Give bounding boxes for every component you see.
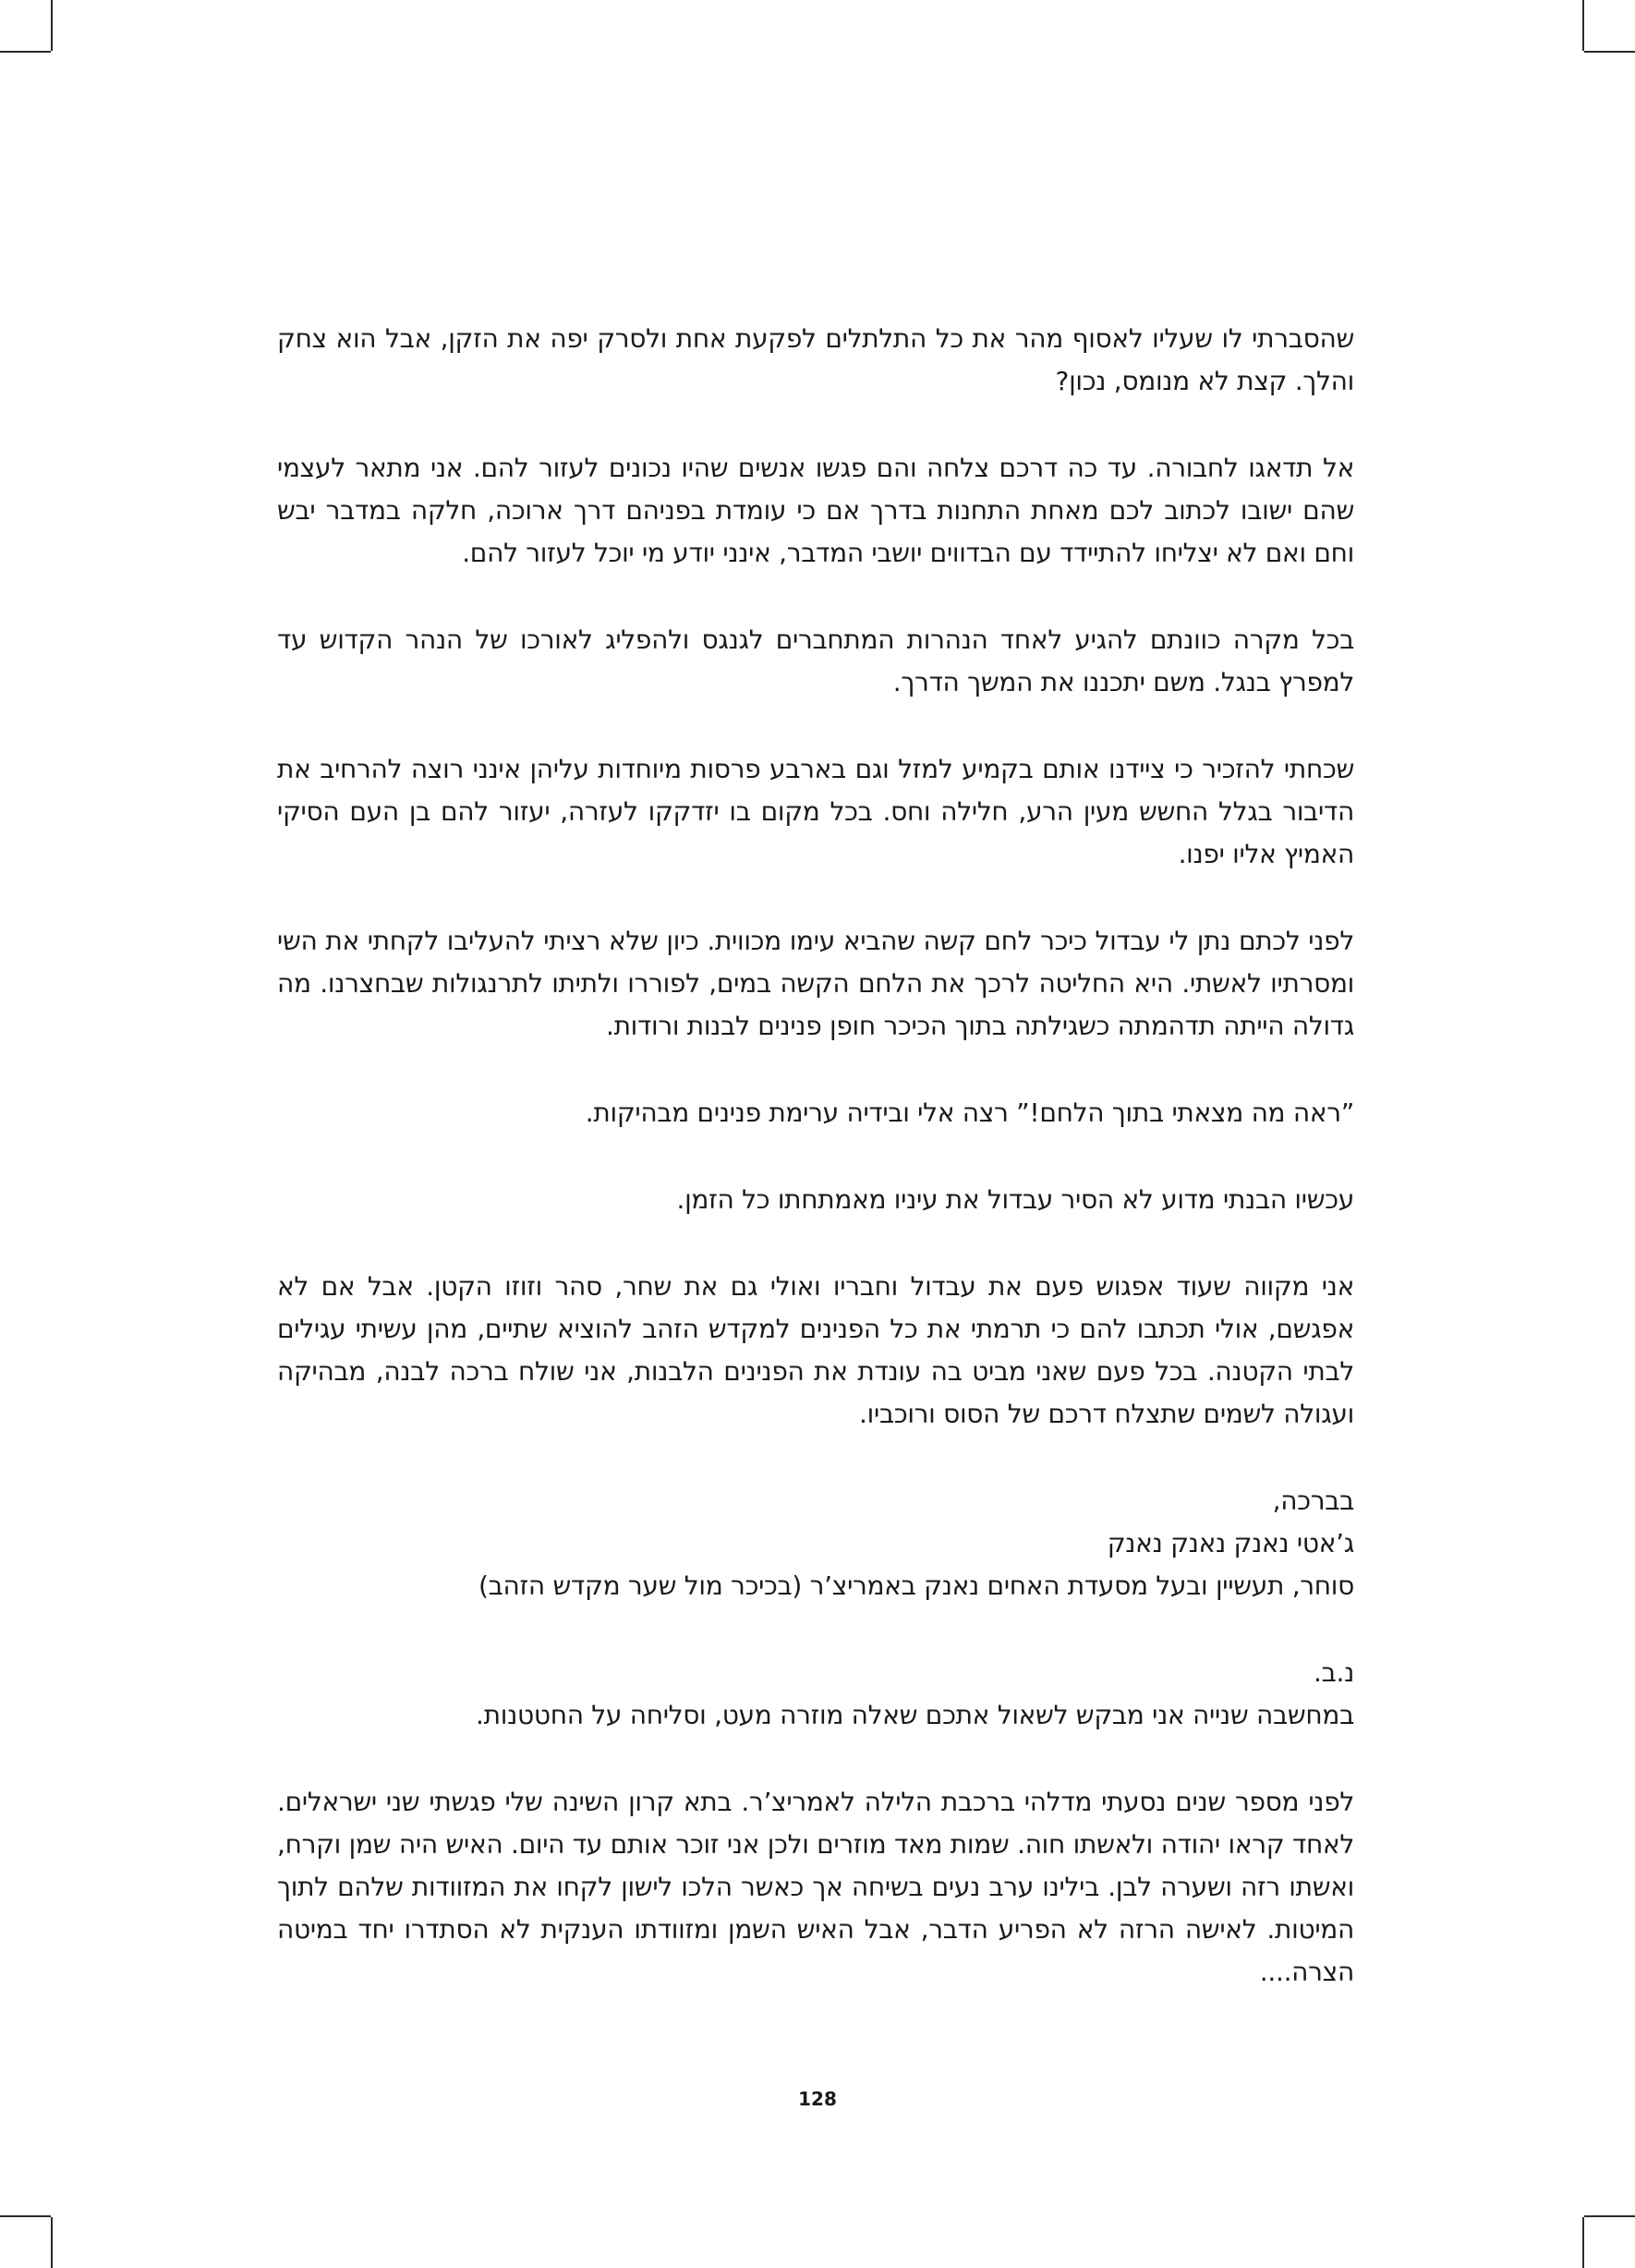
paragraph-bread-pearls: לפני לכתם נתן לי עבדול כיכר לחם קשה שהביא עימו מכווית. כיון שלא רציתי להעליבו לקחתי את השי ומסרתיו לאשתי. היא החליטה לרכך את הלחם הקשה במים, לפוררו ולתיתו לתרנגולות שבחצרנו. מה גדולה הייתה תדהמתה כשגילתה בתוך הכיכר חופן פנינים לבנות ורודות. bbox=[277, 926, 1354, 1041]
crop-mark-top-right-horizontal bbox=[1584, 51, 1635, 53]
paragraph-understanding: עכשיו הבנתי מדוע לא הסיר עבדול את עיניו מאמתחתו כל הזמן. bbox=[676, 1184, 1354, 1215]
postscript-label: נ.ב. bbox=[1314, 1657, 1354, 1688]
paragraph-group-journey: אל תדאגו לחבורה. עד כה דרכם צלחה והם פגשו אנשים שהיו נכונים לעזור להם. אני מתאר לעצמי שהם ישובו לכתוב לכם מאחת התחנות בדרך אם כי עומדת בפניהם דרך ארוכה, חלקה במדבר יבש וחם ואם לא יצליחו להתיידד עם הבדווים יושבי המדבר, אינני יודע מי יוכל לעזור להם. bbox=[277, 453, 1354, 568]
paragraph-beard: שהסברתי לו שעליו לאסוף מהר את כל התלתלים לפקעת אחת ולסרק יפה את הזקן, אבל הוא צחק והלך. קצת לא מנומס, נכון? bbox=[277, 323, 1354, 396]
crop-mark-top-left-horizontal bbox=[0, 51, 51, 53]
crop-mark-bottom-right-vertical bbox=[1582, 2217, 1584, 2268]
crop-mark-top-right-vertical bbox=[1582, 0, 1584, 51]
page-number: 128 bbox=[798, 2088, 837, 2110]
crop-mark-top-left-vertical bbox=[51, 0, 53, 51]
paragraph-wife-quote: ”ראה מה מצאתי בתוך הלחם!” רצה אלי ובידיה ערימת פנינים מבהיקות. bbox=[585, 1098, 1354, 1128]
crop-mark-bottom-right-horizontal bbox=[1584, 2215, 1635, 2217]
crop-mark-bottom-left-horizontal bbox=[0, 2215, 51, 2217]
page-body bbox=[277, 318, 1354, 2038]
postscript-line: במחשבה שנייה אני מבקש לשאול אתכם שאלה מוזרה מעט, וסליחה על החטטנות. bbox=[476, 1700, 1354, 1730]
paragraph-amulet: שכחתי להזכיר כי ציידנו אותם בקמיע למזל וגם בארבע פרסות מיוחדות עליהן אינני רוצה להרחיב את הדיבור בגלל החשש מעין הרע, חלילה וחס. בכל מקום בו יזדקקו לעזרה, יעזור להם בן העם הסיקי האמיץ אליו יפנו. bbox=[277, 754, 1354, 869]
signature-title: סוחר, תעשיין ובעל מסעדת האחים נאנק באמריצ’ר (בכיכר מול שער מקדש הזהב) bbox=[478, 1571, 1354, 1601]
paragraph-train-story: לפני מספר שנים נסעתי מדלהי ברכבת הלילה לאמריצ’ר. בתא קרון השינה שלי פגשתי שני ישראלים. לאחד קראו יהודה ולאשתו חוה. שמות מאד מוזרים ולכן אני זוכר אותם עד היום. האיש היה שמן וקרח, ואשתו רזה ושערה לבן. בילינו ערב נעים בשיחה אך כאשר הלכו לישון לקחו את המזוודות שלהם לתוך המיטות. לאישה הרזה לא הפריע הדבר, אבל האיש השמן ומזוודתו הענקית לא הסתדרו יחד במיטה הצרה.... bbox=[277, 1787, 1354, 1987]
signature-greeting: בברכה, bbox=[1272, 1486, 1354, 1516]
paragraph-hope: אני מקווה שעוד אפגוש פעם את עבדול וחבריו ואולי גם את שחר, סהר וזוזו הקטן. אבל אם לא אפגשם, אולי תכתבו להם כי תרמתי את כל הפנינים למקדש הזהב להוציא שתיים, מהן עשיתי עגילים לבתי הקטנה. בכל פעם שאני מביט בה עונדת את הפנינים הלבנות, אני שולח ברכה לבנה, מבהיקה ועגולה לשמים שתצלח דרכם של הסוס ורוכביו. bbox=[277, 1271, 1354, 1429]
crop-mark-bottom-left-vertical bbox=[51, 2217, 53, 2268]
postscript-block bbox=[277, 1652, 1354, 1737]
signature-block bbox=[277, 1480, 1354, 1607]
signature-name: ג’אטי נאנק נאנק נאנק bbox=[1107, 1528, 1354, 1558]
paragraph-ganges-plan: בכל מקרה כוונתם להגיע לאחד הנהרות המתחברים לגנגס ולהפליג לאורכו של הנהר הקדוש עד למפרץ בנגל. משם יתכננו את המשך הדרך. bbox=[277, 625, 1354, 697]
